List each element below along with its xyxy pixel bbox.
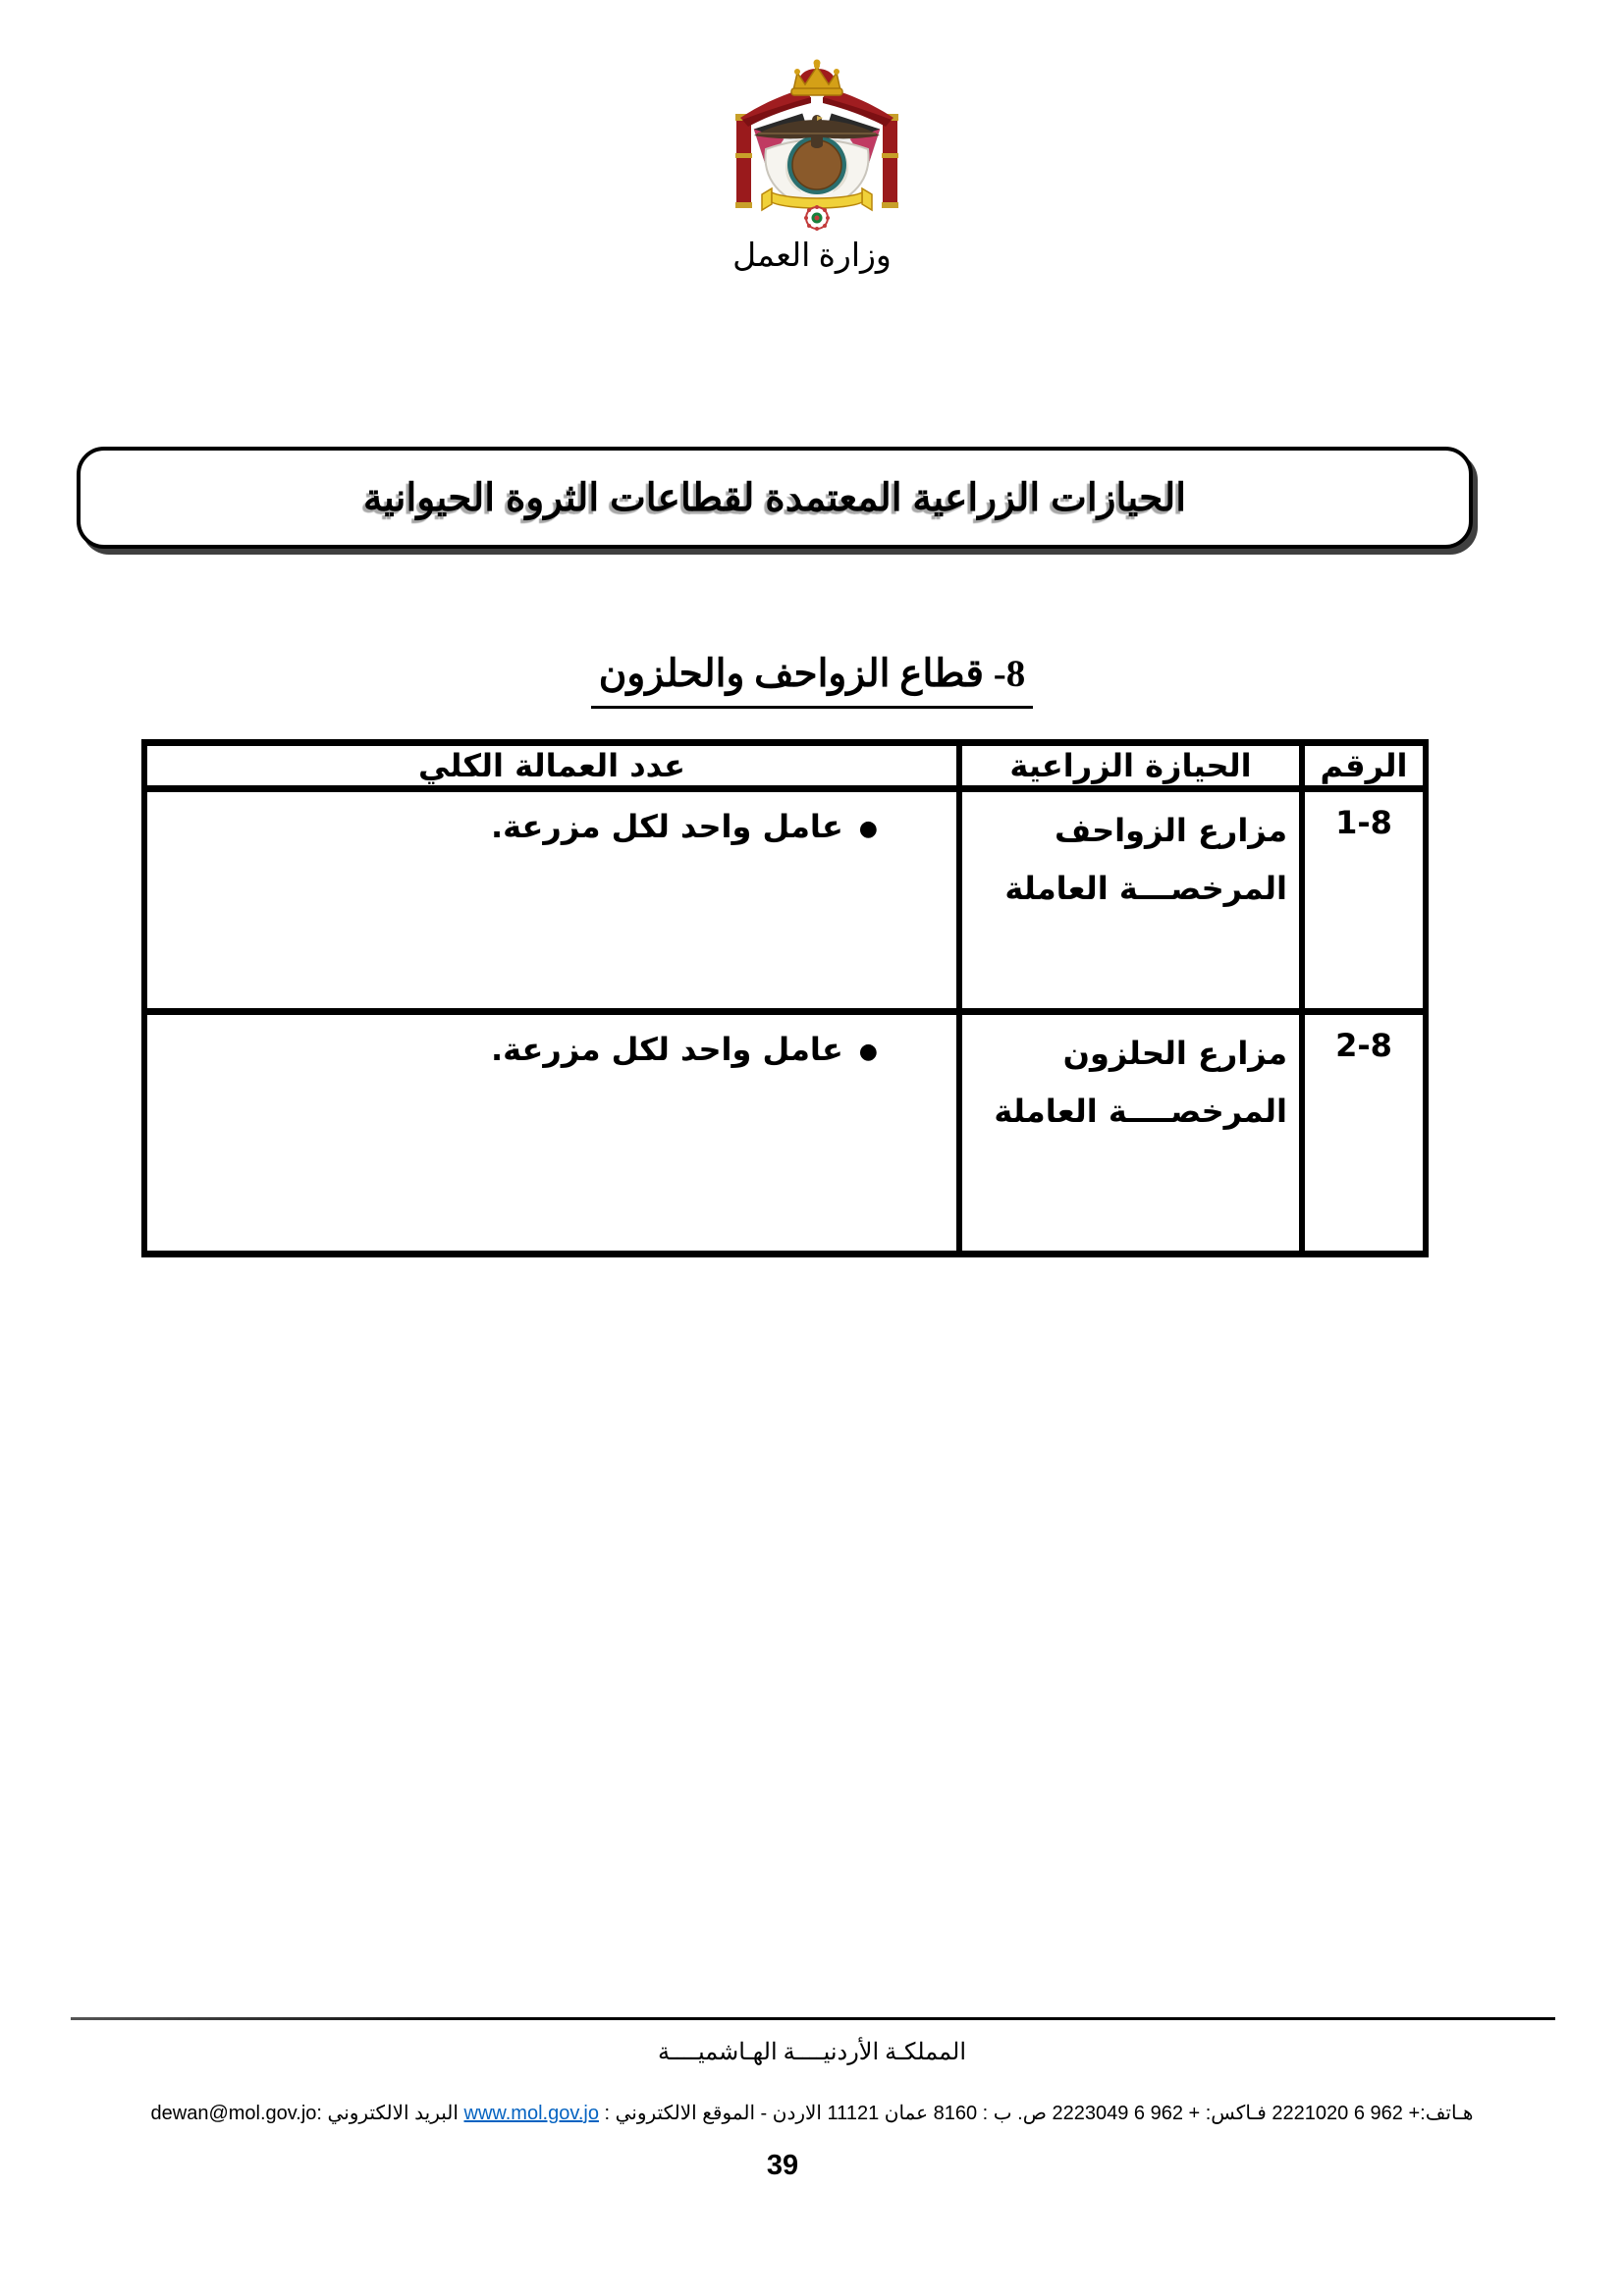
email-label: البريد الالكتروني : bbox=[316, 2103, 464, 2124]
medallion-icon bbox=[804, 205, 830, 231]
workers-info-cell bbox=[144, 789, 959, 1012]
bullet-icon: ● bbox=[858, 817, 878, 841]
section-heading-text: 8- قطاع الزواحف والحلزون bbox=[591, 652, 1034, 709]
holding-name-cell: مزارع الحلزون المرخصــــة العاملة bbox=[959, 1012, 1302, 1255]
holdings-table bbox=[141, 739, 1429, 1257]
title-text: الحيازات الزراعية المعتمدة لقطاعات الثروة الحيوانية bbox=[362, 476, 1187, 519]
col-header-total-workers: عدد العمالة الكلي bbox=[144, 743, 959, 789]
row-number: 1-8 bbox=[1335, 804, 1392, 841]
title-box bbox=[77, 447, 1473, 549]
row-number-cell bbox=[1302, 1012, 1426, 1255]
website-link[interactable]: www.mol.gov.jo bbox=[463, 2103, 599, 2124]
kingdom-name: المملكـة الأردنيــــة الهـاشميــــة bbox=[658, 2040, 966, 2065]
table-header-row bbox=[144, 743, 1426, 789]
row-number-cell bbox=[1302, 789, 1426, 1012]
holding-name-cell: مزارع الزواحف المرخصـــة العاملة bbox=[959, 789, 1302, 1012]
workers-info-cell bbox=[144, 1012, 959, 1255]
contact-line bbox=[35, 2101, 1589, 2125]
footer-divider bbox=[71, 2017, 1555, 2020]
section-heading bbox=[0, 652, 1624, 709]
jordan-coat-of-arms-logo bbox=[729, 55, 905, 232]
workers-text: عامل واحد لكل مزرعة. bbox=[490, 808, 843, 845]
table-row bbox=[144, 1012, 1426, 1255]
col-header-holding: الحيازة الزراعية bbox=[959, 743, 1302, 789]
coat-of-arms-icon bbox=[729, 55, 905, 232]
bullet-icon: ● bbox=[858, 1040, 878, 1064]
row-number: 2-8 bbox=[1335, 1027, 1392, 1064]
contact-phone-fax-pobox: هـاتف:+ 962 6 2221020 فـاكس: + 962 6 2223049 ص. ب : 8160 عمان 11121 الاردن - الموقع الالكتروني : bbox=[598, 2103, 1474, 2124]
page-number: 39 bbox=[766, 2150, 799, 2181]
workers-text: عامل واحد لكل مزرعة. bbox=[490, 1031, 843, 1068]
ministry-name: وزارة العمل bbox=[732, 239, 892, 274]
col-header-number: الرقم bbox=[1302, 743, 1426, 789]
table-row bbox=[144, 789, 1426, 1012]
crown-icon bbox=[791, 60, 842, 96]
email-text: dewan@mol.gov.jo bbox=[150, 2103, 317, 2124]
